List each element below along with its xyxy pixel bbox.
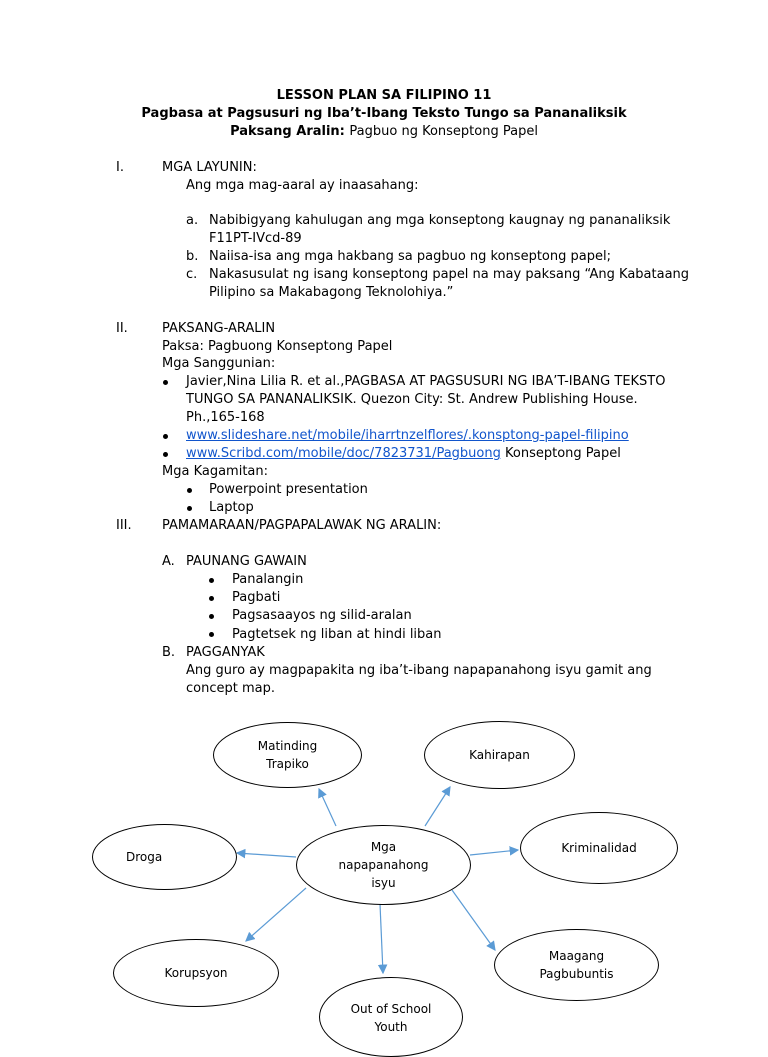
gawain-item: Pagsasaayos ng silid-aralan	[232, 608, 412, 623]
arrow-to-korupsyon	[246, 888, 306, 941]
node-label: Kahirapan	[469, 748, 530, 762]
part-b-heading: PAGGANYAK	[186, 645, 265, 660]
reference-3-suffix: Konseptong Papel	[500, 446, 621, 461]
concept-node-droga	[92, 824, 237, 890]
part-b-line2: concept map.	[186, 681, 275, 696]
section-1-intro: Ang mga mag-aaral ay inaasahang:	[186, 178, 419, 193]
section-2-number: II.	[116, 321, 128, 336]
arrow-to-pagbubuntis	[452, 890, 495, 950]
lesson-plan-subtitle: Pagbasa at Pagsusuri ng Iba’t-Ibang Teksto Tungo sa Pananaliksik	[141, 106, 627, 121]
arrow-to-osy	[380, 904, 383, 973]
reference-1-line1: Javier,Nina Lilia R. et al.,PAGBASA AT PAGSUSURI NG IBA’T-IBANG TEKSTO	[186, 374, 666, 389]
arrow-to-droga	[237, 853, 296, 857]
node-label: Korupsyon	[164, 966, 228, 980]
node-label: Maagang	[548, 949, 605, 963]
gawain-item: Panalangin	[232, 572, 304, 587]
scribd-link[interactable]: www.Scribd.com/mobile/doc/7823731/Pagbuong	[186, 446, 501, 461]
gawain-item: Pagbati	[232, 590, 281, 605]
arrow-to-kahirapan	[425, 787, 450, 826]
arrow-to-kriminalidad	[470, 850, 518, 855]
objective-b-line1: Naiisa-isa ang mga hakbang sa pagbuo ng konseptong papel;	[209, 249, 611, 264]
reference-1-line3: Ph.,165-168	[186, 410, 265, 425]
objective-a-letter: a.	[186, 213, 199, 228]
kagamitan-item: Powerpoint presentation	[209, 482, 368, 497]
kagamitan-item: Laptop	[209, 500, 254, 515]
gawain-item: Pagtetsek ng liban at hindi liban	[232, 627, 442, 642]
node-label: Pagbubuntis	[539, 967, 614, 981]
section-1-heading: MGA LAYUNIN:	[162, 160, 257, 175]
concept-node-kahirapan	[424, 721, 575, 789]
part-a-heading: PAUNANG GAWAIN	[186, 554, 307, 569]
objective-a-line2: F11PT-IVcd-89	[209, 231, 302, 246]
node-label: Mga	[370, 840, 397, 854]
objective-c-line2: Pilipino sa Makabagong Teknolohiya.”	[209, 285, 454, 300]
concept-node-korupsyon	[113, 939, 279, 1007]
node-label: Trapiko	[266, 757, 309, 771]
objective-b-letter: b.	[186, 249, 199, 264]
concept-node-trapiko	[213, 722, 362, 788]
concept-node-osy	[319, 977, 463, 1057]
topic-label: Paksang Aralin:	[230, 124, 345, 139]
arrow-to-trapiko	[319, 789, 336, 826]
section-3-number: III.	[116, 518, 132, 533]
part-b-line1: Ang guro ay magpapakita ng iba’t-ibang napapanahong isyu gamit ang	[186, 663, 652, 678]
part-b-letter: B.	[162, 645, 176, 660]
section-3-heading: PAMAMARAAN/PAGPAPALAWAK NG ARALIN:	[162, 518, 442, 533]
sanggunian-label: Mga Sanggunian:	[162, 356, 276, 371]
concept-node-center	[296, 825, 471, 905]
paksa-line: Paksa: Pagbuong Konseptong Papel	[162, 339, 393, 354]
topic-value: Pagbuo ng Konseptong Papel	[349, 124, 538, 139]
node-label: Kriminalidad	[561, 841, 637, 855]
part-a-letter: A.	[162, 554, 175, 569]
node-label: Youth	[374, 1020, 408, 1034]
objective-c-line1: Nakasusulat ng isang konseptong papel na may paksang “Ang Kabataang	[209, 267, 690, 282]
reference-1-line2: TUNGO SA PANANALIKSIK. Quezon City: St. Andrew Publishing House.	[186, 392, 638, 407]
node-label: Droga	[126, 850, 163, 864]
objective-a-line1: Nabibigyang kahulugan ang mga konseptong kaugnay ng pananaliksik	[209, 213, 671, 228]
node-label: napapanahong	[338, 858, 429, 872]
kagamitan-label: Mga Kagamitan:	[162, 464, 269, 479]
section-1-number: I.	[116, 160, 124, 175]
section-2-heading: PAKSANG-ARALIN	[162, 321, 276, 336]
concept-node-pagbubuntis	[494, 929, 659, 1001]
node-label: isyu	[371, 876, 396, 890]
objective-c-letter: c.	[186, 267, 198, 282]
node-label: Matinding	[257, 739, 318, 753]
node-label: Out of School	[350, 1002, 432, 1016]
lesson-plan-title: LESSON PLAN SA FILIPINO 11	[276, 88, 492, 103]
concept-node-kriminalidad	[520, 812, 678, 884]
slideshare-link[interactable]: www.slideshare.net/mobile/iharrtnzelflores/.konsptong-papel-filipino	[186, 428, 629, 443]
